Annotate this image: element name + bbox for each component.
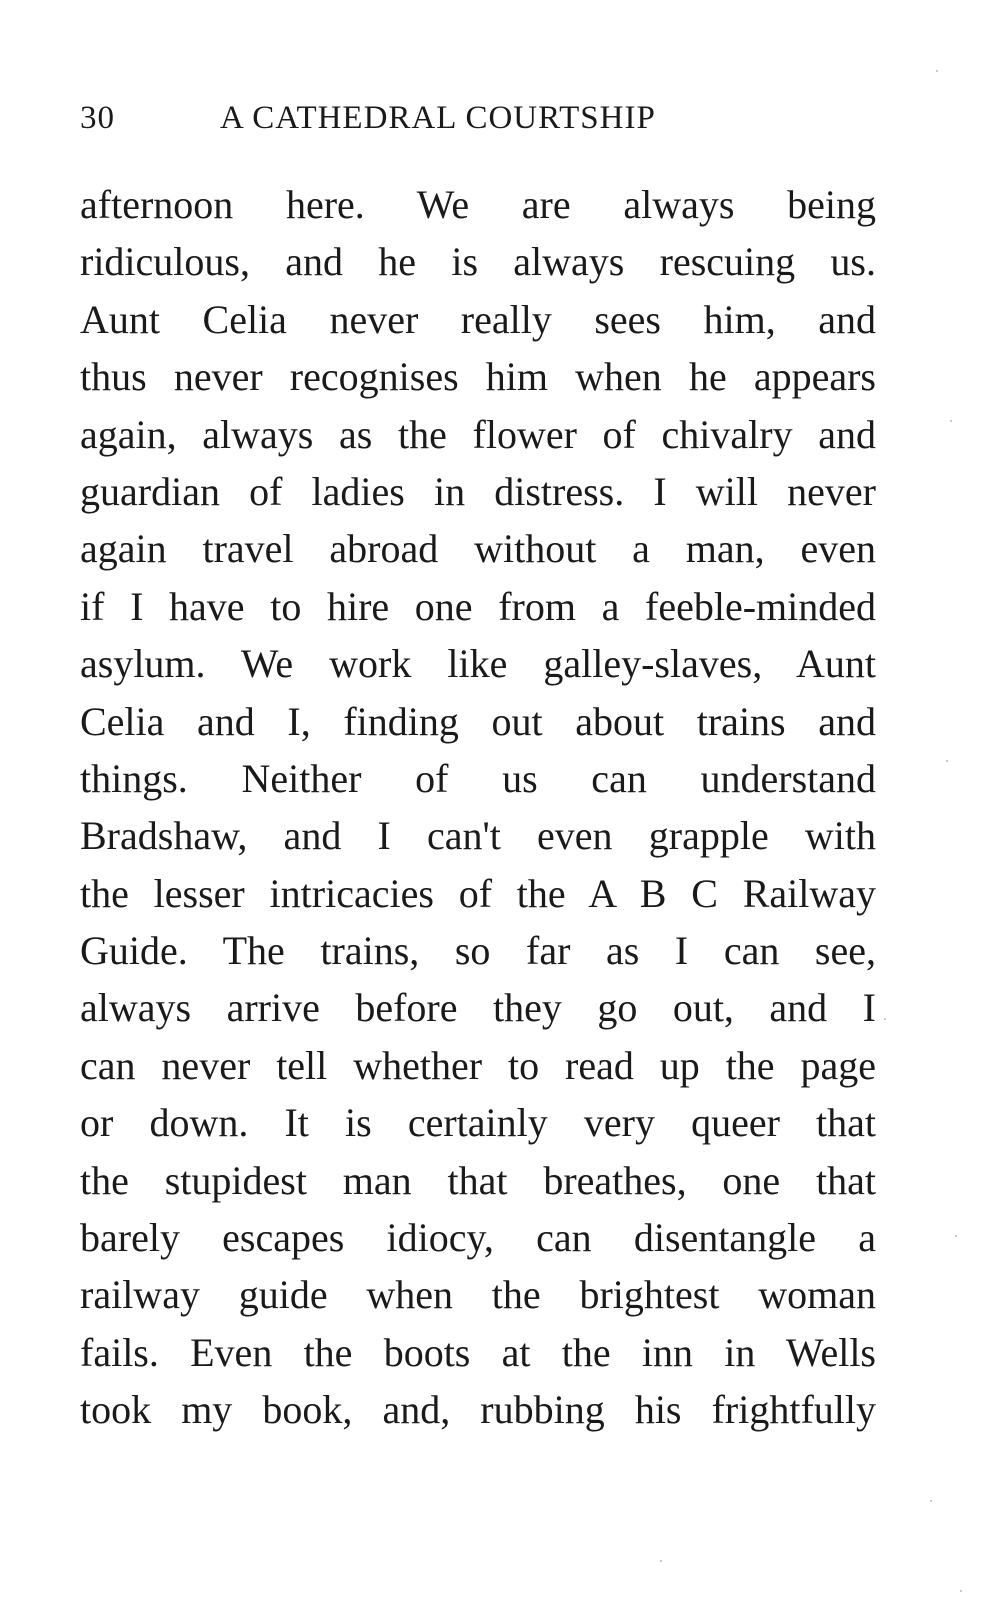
scan-speck bbox=[946, 760, 948, 762]
text-line: the stupidest man that breathes, one that bbox=[80, 1157, 876, 1203]
text-line: if I have to hire one from a feeble-minded bbox=[80, 583, 876, 629]
scan-speck bbox=[930, 1500, 932, 1502]
text-line: asylum. We work like galley-slaves, Aunt bbox=[80, 641, 876, 687]
text-line: railway guide when the brightest woman bbox=[80, 1272, 876, 1318]
text-line: fails. Even the boots at the inn in Wells bbox=[80, 1329, 876, 1375]
scan-speck bbox=[950, 420, 952, 422]
text-line: thus never recognises him when he appears bbox=[80, 354, 876, 400]
text-line: ridiculous, and he is always rescuing us. bbox=[80, 239, 876, 285]
text-line: again, always as the flower of chivalry and bbox=[80, 411, 876, 457]
scan-speck bbox=[884, 1018, 886, 1020]
scan-speck bbox=[660, 1560, 662, 1562]
text-line: Aunt Celia never really sees him, and bbox=[80, 296, 876, 342]
text-line: took my book, and, rubbing his frightfully bbox=[80, 1387, 876, 1433]
text-line: or down. It is certainly very queer that bbox=[80, 1100, 876, 1146]
text-line: Guide. The trains, so far as I can see, bbox=[80, 928, 876, 974]
text-line: barely escapes idiocy, can disentangle a bbox=[80, 1215, 876, 1261]
text-line: again travel abroad without a man, even bbox=[80, 526, 876, 572]
text-line: the lesser intricacies of the A B C Railway bbox=[80, 870, 876, 916]
page-number: 30 bbox=[80, 100, 115, 136]
text-line: Celia and I, finding out about trains and bbox=[80, 698, 876, 744]
text-line: always arrive before they go out, and I bbox=[80, 985, 876, 1031]
body-text bbox=[80, 176, 876, 1439]
scan-speck bbox=[955, 1235, 957, 1237]
text-line: Bradshaw, and I can't even grapple with bbox=[80, 813, 876, 859]
text-line: things. Neither of us can understand bbox=[80, 755, 876, 801]
text-line: can never tell whether to read up the page bbox=[80, 1042, 876, 1088]
text-line: guardian of ladies in distress. I will never bbox=[80, 468, 876, 514]
scan-speck bbox=[960, 1590, 962, 1592]
page-header bbox=[80, 100, 880, 140]
text-line: afternoon here. We are always being bbox=[80, 182, 876, 227]
running-title: A CATHEDRAL COURTSHIP bbox=[220, 100, 656, 136]
scan-speck bbox=[936, 70, 938, 72]
